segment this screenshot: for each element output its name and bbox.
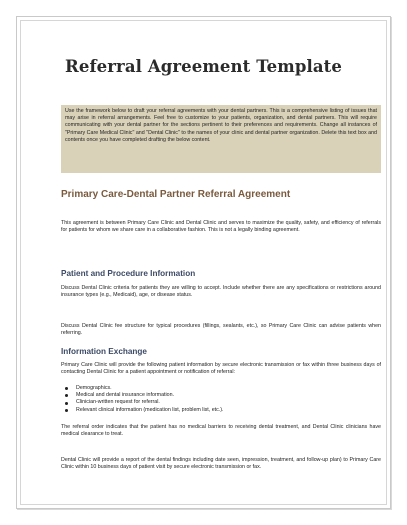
list-item: Relevant clinical information (medication list, problem list, etc.). (65, 407, 365, 414)
list-item: Medical and dental insurance information. (65, 392, 365, 399)
information-exchange-intro: Primary Care Clinic will provide the following patient information by secure electronic transmission or fax within three business days of contacting Dental Clinic for a patient appointment or notification of referral: (61, 362, 381, 376)
bullet-icon (65, 402, 68, 405)
instructions-text-box[interactable]: Use the framework below to draft your referral agreements with your dental partners. This is a comprehensive listing of issues that may arise in referral arrangements. Feel free to customize to your patients, organization, and dental partners. This will require communicating with your dental partner for the sections pertinent to their preferences and requirements. Change all instances of "Primary Care Medical Clinic" and "Dental Clinic" to the names of your clinic and dental partner organization. Delete this text box and contents once you have completed drafting the below content. (61, 105, 381, 173)
dental-report-paragraph: Dental Clinic will provide a report of the dental findings including date seen, impression, treatment, and follow-up plan) to Primary Care Clinic within 10 business days of patient visit by secure electronic transmission or fax. (61, 457, 381, 471)
information-exchange-heading: Information Exchange (61, 347, 147, 356)
bullet-icon (65, 387, 68, 390)
patient-info-bullet-list (65, 385, 365, 414)
list-item: Demographics. (65, 385, 365, 392)
bullet-icon (65, 394, 68, 397)
document-title: Referral Agreement Template (65, 57, 342, 76)
fee-structure-paragraph: Discuss Dental Clinic fee structure for typical procedures (fillings, sealants, etc.), so Primary Care Clinic can advise patients when referring. (61, 323, 381, 337)
list-item: Clinician-written request for referral. (65, 399, 365, 406)
patient-procedure-heading: Patient and Procedure Information (61, 269, 196, 278)
bullet-icon (65, 409, 68, 412)
document-page (16, 16, 391, 509)
agreement-intro-paragraph: This agreement is between Primary Care Clinic and Dental Clinic and serves to maximize the quality, safety, and efficiency of referrals for patients for whom we share care in a collaborative fashion. This is not a legally binding agreement. (61, 220, 381, 234)
agreement-heading: Primary Care-Dental Partner Referral Agreement (61, 189, 291, 200)
medical-clearance-paragraph: The referral order indicates that the patient has no medical barriers to receiving dental treatment, and Dental Clinic clinicians have medical clearance to treat. (61, 424, 381, 438)
patient-criteria-paragraph: Discuss Dental Clinic criteria for patients they are willing to accept. Include whether there are any specifications or restrictions around insurance types (e.g., Medicaid), age, or disease status. (61, 285, 381, 299)
